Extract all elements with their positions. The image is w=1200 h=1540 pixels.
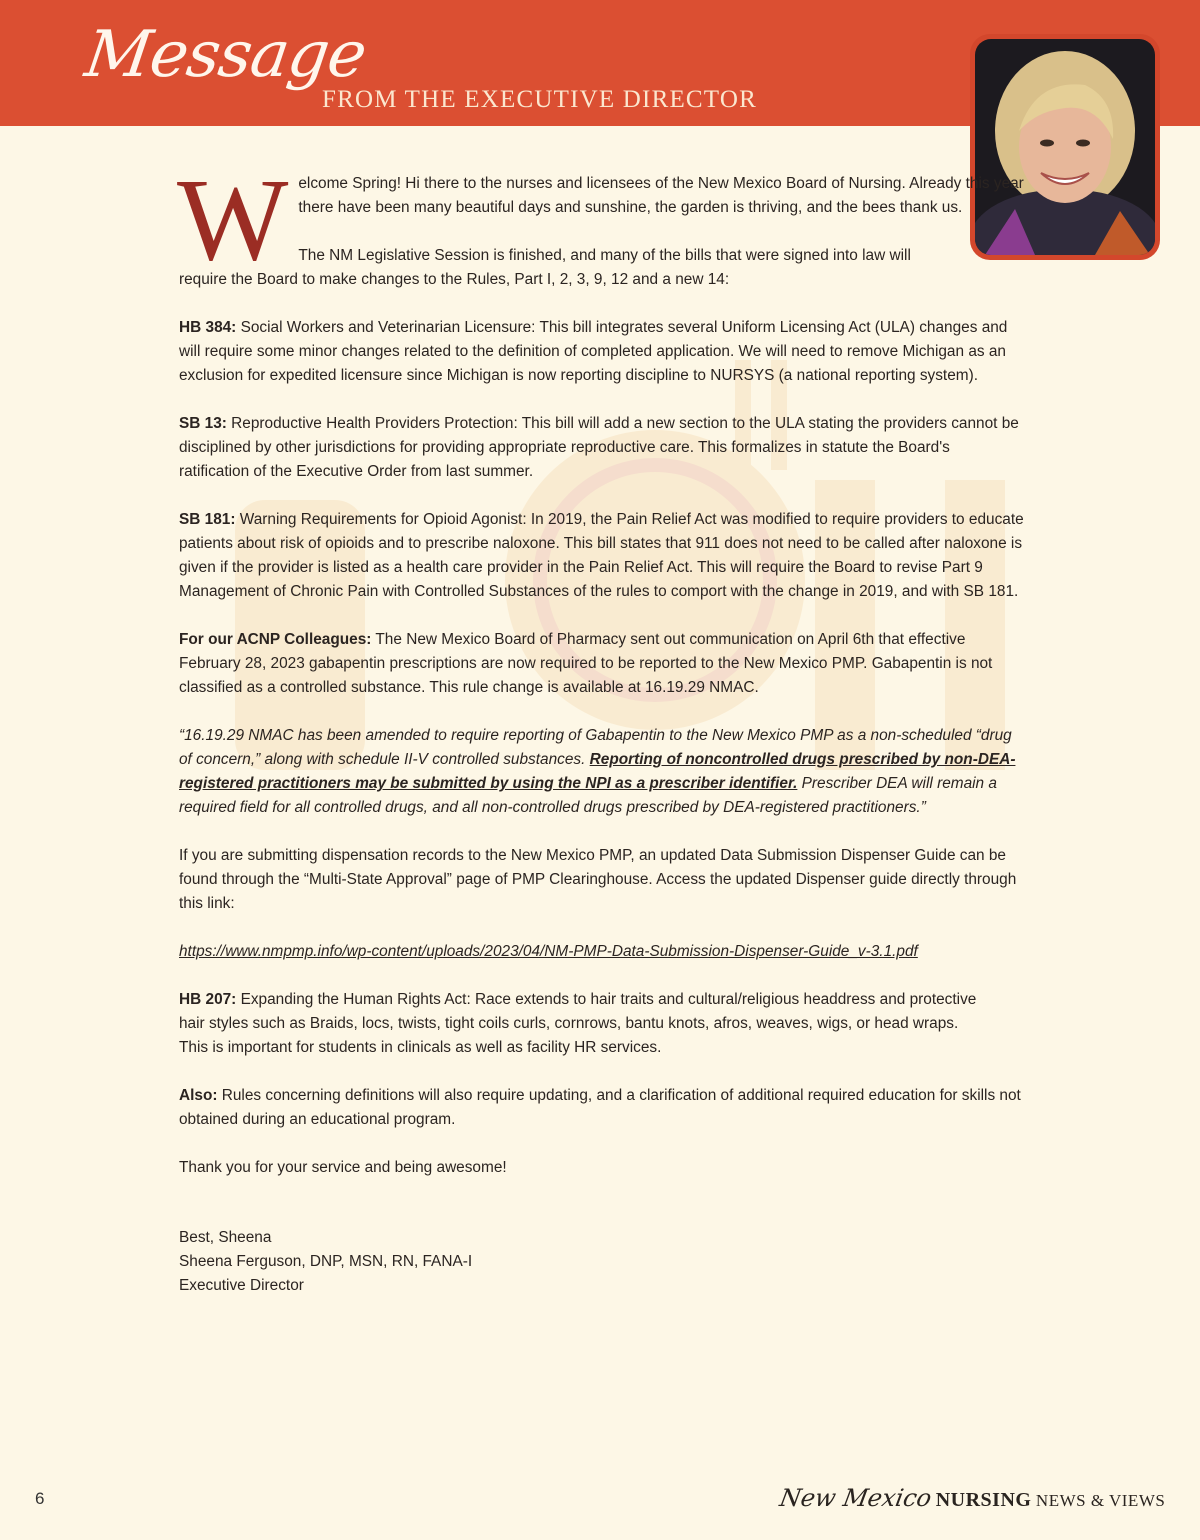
message-body xyxy=(177,154,1024,1298)
header-script-title: Message xyxy=(80,18,371,92)
dispenser-guide-link[interactable]: https://www.nmpmp.info/wp-content/uploads/2023/04/NM-PMP-Data-Submission-Dispenser-Guide_v-3.1.pdf xyxy=(179,943,918,960)
also-label: Also: xyxy=(179,1087,218,1104)
footer-logo-news: NEWS & VIEWS xyxy=(1035,1491,1166,1510)
quote-part-b: Prescriber DEA will remain a required field for all controlled drugs, and all non-controlled drugs prescribed by DEA-registered practitioners.” xyxy=(179,775,997,816)
page-number: 6 xyxy=(35,1489,45,1508)
also-paragraph xyxy=(179,1084,1024,1132)
link-paragraph xyxy=(179,940,1024,964)
acnp-paragraph xyxy=(179,628,1024,700)
footer-logo-nursing: NURSING xyxy=(935,1489,1032,1511)
sb181-paragraph xyxy=(179,508,1024,604)
footer-logo xyxy=(777,1484,1166,1512)
drop-cap: W xyxy=(177,154,289,285)
sb13-label: SB 13: xyxy=(179,415,227,432)
signature-line-1: Best, Sheena xyxy=(179,1229,272,1246)
acnp-label: For our ACNP Colleagues: xyxy=(179,631,372,648)
nmac-quote xyxy=(179,724,1024,820)
acnp-text: The New Mexico Board of Pharmacy sent out communication on April 6th that effective February 28, 2023 gabapentin prescriptions are now required to be reported to the New Mexico PMP. Gabapentin is not classified as a controlled substance. This rule change is available at 16.19.29 NMAC. xyxy=(179,631,993,696)
header-subtitle: FROM THE EXECUTIVE DIRECTOR xyxy=(322,86,757,113)
signature-line-3: Executive Director xyxy=(179,1277,304,1294)
hb207-paragraph xyxy=(179,988,984,1060)
footer-logo-script: New Mexico xyxy=(777,1484,934,1512)
signature-line-2: Sheena Ferguson, DNP, MSN, RN, FANA-I xyxy=(179,1253,473,1270)
intro-text: elcome Spring! Hi there to the nurses and licensees of the New Mexico Board of Nursing. Already this year there have been many beautiful days and sunshine, the garden is thriving, and the bees thank us. xyxy=(298,175,1024,216)
quote-underlined: Reporting of noncontrolled drugs prescribed by non-DEA-registered practitioners may be submitted by using the NPI as a prescriber identifier. xyxy=(179,751,1016,792)
hb384-paragraph xyxy=(179,316,1024,388)
also-text: Rules concerning definitions will also require updating, and a clarification of additional required education for skills not obtained during an educational program. xyxy=(179,1087,1021,1128)
sb181-label: SB 181: xyxy=(179,511,236,528)
sb181-text: Warning Requirements for Opioid Agonist: In 2019, the Pain Relief Act was modified to require providers to educate patients about risk of opioids and to prescribe naloxone. This bill states that 911 does not need to be called after naloxone is given if the provider is listed as a health care provider in the Pain Relief Act. This will require the Board to revise Part 9 Management of Chronic Pain with Controlled Substances of the rules to comport with the change in 2019, and with SB 181. xyxy=(179,511,1024,600)
hb207-text: Expanding the Human Rights Act: Race extends to hair traits and cultural/religious headdress and protective hair styles such as Braids, locs, twists, tight coils curls, cornrows, bantu knots, afros, weaves, wigs, or head wraps. This is important for students in clinicals as well as facility HR services. xyxy=(179,991,977,1056)
quote-part-a: “16.19.29 NMAC has been amended to require reporting of Gabapentin to the New Mexico PMP as a non-scheduled “drug of concern,” along with schedule II-V controlled substances. xyxy=(179,727,1012,768)
sb13-text: Reproductive Health Providers Protection: This bill will add a new section to the ULA stating the providers cannot be disciplined by other jurisdictions for providing appropriate reproductive care. This formalizes in statute the Board's ratification of the Executive Order from last summer. xyxy=(179,415,1019,480)
thanks-paragraph: Thank you for your service and being awesome! xyxy=(179,1159,507,1176)
session-paragraph: The NM Legislative Session is finished, and many of the bills that were signed into law will require the Board to make changes to the Rules, Part I, 2, 3, 9, 12 and a new 14: xyxy=(179,247,911,288)
hb384-text: Social Workers and Veterinarian Licensure: This bill integrates several Uniform Licensing Act (ULA) changes and will require some minor changes related to the definition of completed application. We will need to remove Michigan as an exclusion for expedited licensure since Michigan is now reporting discipline to NURSYS (a national reporting system). xyxy=(179,319,1008,384)
hb384-label: HB 384: xyxy=(179,319,237,336)
hb207-label: HB 207: xyxy=(179,991,237,1008)
sb13-paragraph xyxy=(179,412,1024,484)
dispensation-paragraph: If you are submitting dispensation records to the New Mexico PMP, an updated Data Submission Dispenser Guide can be found through the “Multi-State Approval” page of PMP Clearinghouse. Access the updated Dispenser guide directly through this link: xyxy=(179,847,1017,912)
signature-block xyxy=(179,1226,1024,1298)
